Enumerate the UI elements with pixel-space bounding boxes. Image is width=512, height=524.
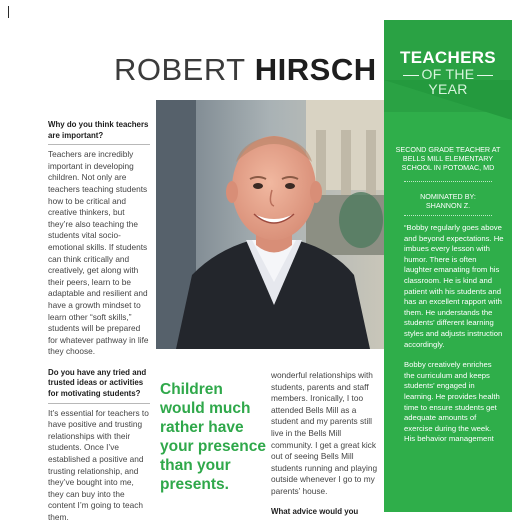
- nomination-quote: [404, 223, 504, 455]
- panel-heading-of-the: [384, 66, 512, 82]
- heading-dash-right: [477, 75, 493, 76]
- question-heading: What advice would you: [271, 506, 359, 516]
- quote-paragraph: “Bobby regularly goes above and beyond expectations. He imbues every lesson with humor. There is often laughter emanating from his classroom. He is kind and patient with his students and has an excellent rapport with them. He understands the students’ different learning styles and adjusts instruction accordingly.: [404, 223, 504, 349]
- answer-paragraph: wonderful relationships with students, parents and staff members. Ironically, I too attended Bells Mill as a student and my parents still live in the Bells Mill community. I get a great kick out of seeing Bells Mill students running and playing outside whenever I go to my parents’ house.: [271, 370, 378, 496]
- answer-paragraph: Teachers are incredibly important in developing children. Not only are teachers teaching students how to be critical and creative thinkers, but they’re also teaching the students vital socio-emotional skills. If students can think critically and creatively, get along with their peers, learn to be adaptable and resilient and have a growth mindset to learn other “soft skills,” students will be prepared for whatever pathway in life they choose.: [48, 149, 149, 357]
- heading-dash-left: [403, 75, 419, 76]
- question-rule: [48, 403, 150, 404]
- title-first-name: ROBERT: [114, 52, 246, 87]
- question-heading: Do you have any tried and trusted ideas or activities for motivating students?: [48, 367, 147, 399]
- article-column-middle: [271, 370, 379, 517]
- panel-heading-of-the-text: OF THE: [421, 66, 475, 82]
- panel-heading-teachers: TEACHERS: [400, 48, 496, 67]
- page-title: [114, 52, 377, 88]
- question-rule: [48, 144, 150, 145]
- nominated-by: [394, 192, 502, 210]
- panel-heading-year: YEAR: [428, 81, 468, 97]
- crop-mark: [8, 6, 21, 18]
- teachers-of-the-year-panel: [384, 20, 512, 512]
- teacher-portrait-photo: [156, 100, 384, 349]
- article-column-left: [48, 120, 150, 524]
- panel-divider: [404, 181, 492, 182]
- panel-divider: [404, 215, 492, 216]
- question-heading: Why do you think teachers are important?: [48, 120, 149, 140]
- nominated-label: NOMINATED BY:: [420, 192, 476, 201]
- pull-quote: Children would much rather have your presence than your presents.: [160, 381, 266, 493]
- teacher-position: SECOND GRADE TEACHER AT BELLS MILL ELEMENTARY SCHOOL IN POTOMAC, MD: [395, 145, 501, 172]
- portrait-illustration: [156, 100, 384, 349]
- answer-paragraph: It’s essential for teachers to have positive and trusting relationships with their students. Once I’ve established a positive and trusting relationship, and they’ve bought into me, they can buy into the content I’m going to teach them.: [48, 407, 149, 522]
- nominator-name: SHANNON Z.: [425, 201, 471, 210]
- title-last-name: HIRSCH: [254, 52, 377, 87]
- quote-paragraph: Bobby creatively enriches the curriculum and keeps students’ engaged in learning. He provides health time to ensure students get adequate amounts of exercise during the week. His behavior management: [404, 360, 500, 444]
